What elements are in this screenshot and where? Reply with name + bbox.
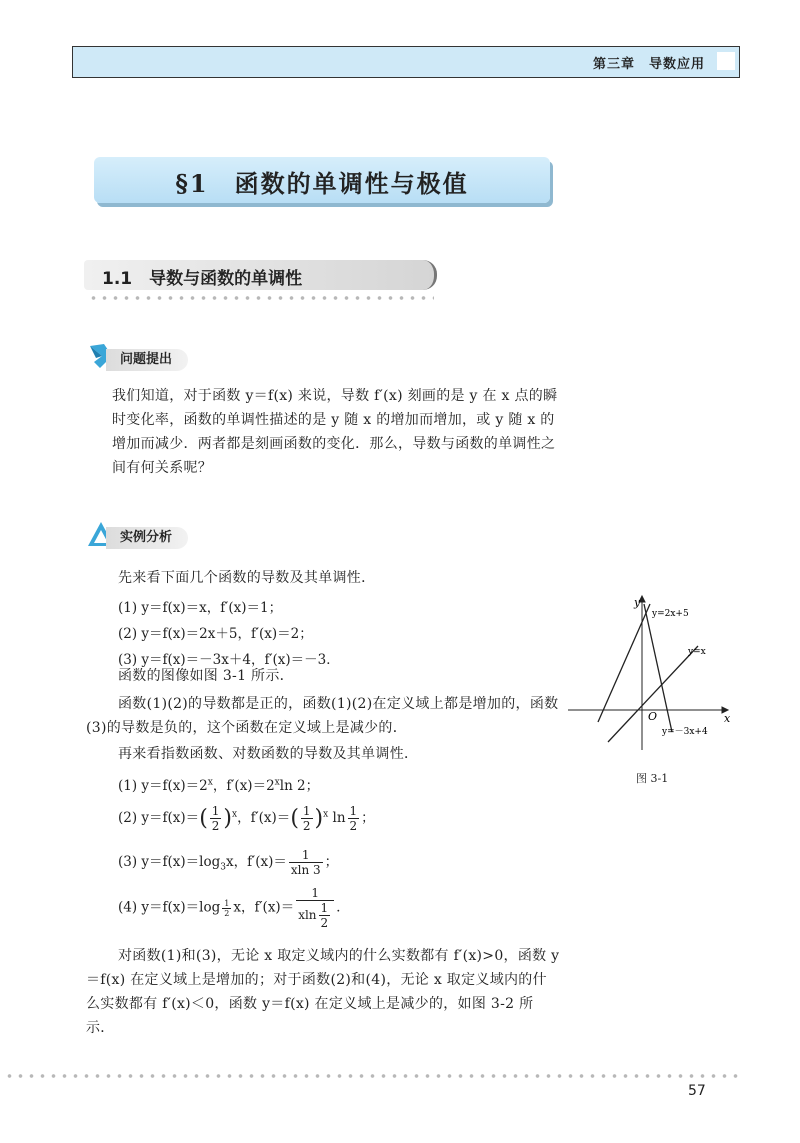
exp-example-1: (1) $y=f(x)=2^x$，$f'(x)=2^x\ln$ 2； — [118, 777, 320, 794]
intro-paragraph: 我们知道，对于函数 y＝f(x) 来说，导数 f′(x) 刻画的是 y 在 x 点的瞬时变化率，函数的单调性描述的是 y 随 x 的增加而增加，或 y 随 x 的增加而减少．两者都是刻画函数的变化．那么，导数与函数的单调性之间有何关系呢？ — [112, 388, 558, 476]
conclusion-paragraph: 对函数(1)和(3)，无论 x 取定义域内的什么实数都有 f′(x)>0，函数 y＝f(x) 在定义域上是增加的；对于函数(2)和(4)，无论 x 取定义域内的什么实数都有 f′(x)＜0，函数 y＝f(x) 在定义域上是减少的，如图 3-2 所示． — [86, 948, 560, 1036]
footer-dotted-rule — [4, 1074, 744, 1078]
linear-analysis-paragraph: 函数(1)(2)的导数都是正的，函数(1)(2)在定义域上都是增加的，函数(3)的导数是负的，这个函数在定义域上是减少的． — [86, 696, 559, 736]
y-axis-label: y — [634, 596, 641, 609]
linear-example-3: (3) y＝f(x)＝－3x＋4，f′(x)＝－3． — [118, 652, 340, 668]
linear-example-1: (1) y＝f(x)＝x，f′(x)＝1； — [118, 600, 283, 616]
section-title: §1 函数的单调性与极值 — [175, 169, 469, 198]
look-first-text: 先来看下面几个函数的导数及其单调性． — [118, 570, 376, 586]
log-example-3: (3) $y=f(x)=\log_3x$，f′(x)＝ $\frac{1}{xln 3}$ ； — [118, 848, 339, 877]
chapter-header-bar — [72, 46, 740, 78]
subsection-title: 1.1 导数与函数的单调性 — [102, 269, 303, 289]
question-label — [86, 346, 226, 372]
page-number: 57 — [688, 1083, 706, 1099]
line1-label: y=2x+5 — [652, 609, 689, 619]
look-again-text: 再来看指数函数、对数函数的导数及其单调性． — [118, 746, 419, 762]
section-banner — [94, 157, 550, 203]
analysis-label — [86, 524, 226, 550]
header-square-decoration — [717, 52, 735, 70]
figure-caption: 图 3-1 — [636, 772, 669, 785]
origin-label: O — [648, 710, 658, 723]
exp-example-2: (2) y＝f(x)＝( $\frac{1}{2}$ )$^x$，f′(x)＝( $\frac{1}{2}$ )$^x$ ln $\frac{1}{2}$ ； — [118, 804, 375, 833]
line2-label: y=x — [688, 647, 706, 657]
log-example-4: (4) y＝f(x)＝log $\frac{1}{2}$ x，f′(x)＝ 1 xln $\frac{1}{2}$ ． — [118, 886, 350, 930]
analysis-label-text: 实例分析 — [106, 527, 188, 549]
chapter-title: 第三章 导数应用 — [592, 57, 705, 72]
subsection-dotted-rule — [88, 296, 434, 300]
x-axis-label: x — [724, 712, 731, 725]
subsection-tab — [84, 260, 437, 290]
linear-example-2: (2) y＝f(x)＝2x＋5，f′(x)＝2； — [118, 626, 313, 642]
line3-label: y=－3x+4 — [662, 727, 708, 737]
figure-3-1-graph — [568, 592, 736, 752]
question-label-text: 问题提出 — [106, 349, 188, 371]
graph-note-text: 函数的图像如图 3-1 所示． — [118, 668, 294, 684]
